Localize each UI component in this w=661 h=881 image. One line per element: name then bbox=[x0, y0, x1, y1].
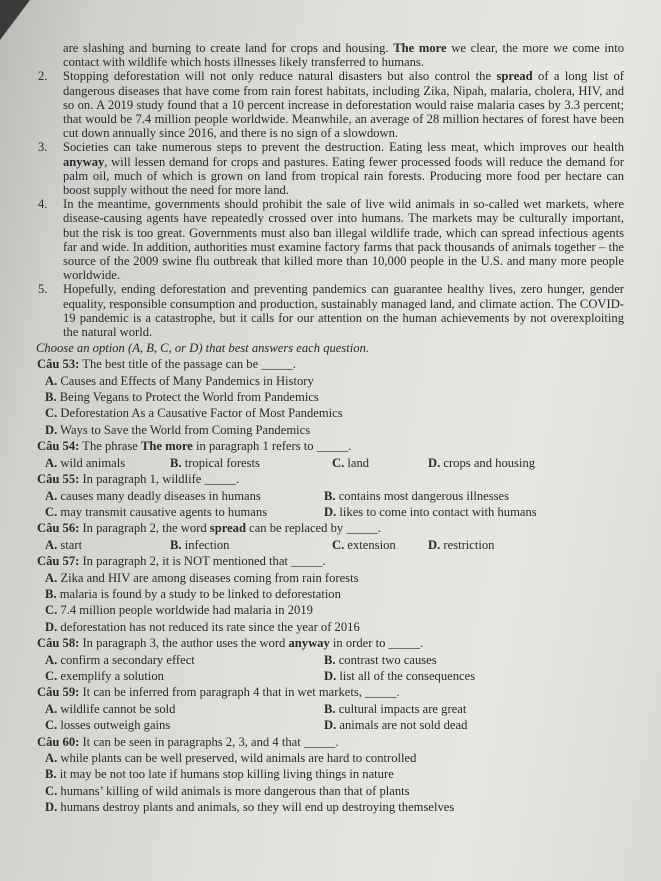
question-text: In paragraph 2, it is NOT mentioned that _____. bbox=[79, 554, 326, 569]
page-corner-shadow bbox=[0, 0, 30, 40]
paragraph-text-cont: we clear, the more we come into contact with wildlife which hosts illnesses likely transferred to humans. bbox=[63, 41, 625, 70]
answer-option-A[interactable]: A. wild animals bbox=[45, 455, 126, 470]
question-54 bbox=[34, 438, 624, 471]
option-letter: C. bbox=[45, 603, 58, 618]
option-letter: B. bbox=[324, 488, 336, 503]
question-55 bbox=[34, 471, 624, 520]
option-row bbox=[34, 422, 624, 438]
answer-option-A[interactable]: A. while plants can be well preserved, wild animals are hard to controlled bbox=[45, 751, 417, 766]
answer-option-B[interactable]: B. infection bbox=[170, 537, 230, 552]
option-letter: D. bbox=[45, 422, 58, 437]
paragraph-text: are slashing and burning to create land for crops and housing. bbox=[63, 41, 394, 55]
option-letter: A. bbox=[45, 570, 58, 585]
instruction: Choose an option (A, B, C, or D) that best answers each question. bbox=[36, 341, 370, 356]
question-text-cont: can be replaced by _____. bbox=[245, 521, 381, 536]
answer-option-C[interactable]: C. losses outweigh gains bbox=[45, 718, 171, 733]
option-row bbox=[34, 701, 624, 717]
answer-option-A[interactable]: A. start bbox=[45, 537, 83, 552]
option-letter: B. bbox=[170, 455, 182, 470]
option-letter: A. bbox=[45, 488, 58, 503]
question-stem bbox=[34, 356, 624, 372]
passage-paragraph bbox=[34, 197, 624, 282]
paragraph-bold-term: The more bbox=[393, 41, 447, 55]
answer-option-A[interactable]: A. Zika and HIV are among diseases coming from rain forests bbox=[45, 570, 359, 585]
answer-option-D[interactable]: D. animals are not sold dead bbox=[324, 718, 468, 733]
answer-option-D[interactable]: D. Ways to Save the World from Coming Pandemics bbox=[45, 422, 311, 437]
option-letter: B. bbox=[324, 652, 336, 667]
question-56 bbox=[34, 520, 624, 553]
reading-passage bbox=[34, 41, 624, 339]
paragraph-text: In the meantime, governments should prohibit the sale of live wild animals in so-called wet markets, where disease-causing agents have repeatedly crossed over into humans. The markets may be culturally important, but the risk is too great. Governments must also ban illegal wildlife trade, which can spread infectious agents far and wide. In addition, authorities must examine factory farms that pack thousands of animals together – the source of the 2009 swine flu outbreak that killed more than 10,000 people in the U.S. and many more people worldwide. bbox=[63, 197, 624, 283]
answer-option-D[interactable]: D. list all of the consequences bbox=[324, 668, 476, 683]
question-label: Câu 56: bbox=[37, 521, 80, 536]
question-list bbox=[34, 356, 624, 815]
answer-option-B[interactable]: B. contrast two causes bbox=[324, 652, 437, 667]
answer-option-A[interactable]: A. causes many deadly diseases in humans bbox=[45, 488, 261, 503]
document-page bbox=[34, 41, 624, 816]
question-text-cont: in order to _____. bbox=[329, 636, 424, 651]
question-stem bbox=[34, 684, 624, 700]
option-row bbox=[34, 766, 624, 782]
passage-paragraph bbox=[34, 282, 624, 339]
paragraph-bold-term: spread bbox=[496, 69, 533, 84]
paragraph-text: Hopefully, ending deforestation and preventing pandemics can guarantee healthy lives, zero hunger, gender equality, responsible consumption and production, sustainably managed land, and climate action. The COVID-19 pandemic is a catastrophe, but it calls for our attention on the human achievements by not overexploiting the natural world. bbox=[63, 282, 624, 340]
option-letter: D. bbox=[324, 668, 337, 683]
question-bold-term: The more bbox=[141, 439, 193, 454]
option-letter: A. bbox=[45, 701, 58, 716]
option-letter: C. bbox=[332, 537, 345, 552]
question-label: Câu 60: bbox=[37, 734, 80, 749]
question-label: Câu 59: bbox=[37, 685, 80, 700]
paragraph-text-cont: of a long list of dangerous diseases that have come from rain forest habitats, including Zika, Nipah, malaria, cholera, HIV, and so on. A 2019 study found that a 10 percent increase in deforestation would raise malaria cases by 3.3 percent; that would be 7.4 million people worldwide. Meanwhile, an average of 28 million hectares of forest have been cut down annually since 2016, and there is no sign of a slowdown. bbox=[63, 69, 624, 141]
answer-option-C[interactable]: C. 7.4 million people worldwide had malaria in 2019 bbox=[45, 603, 313, 618]
option-letter: B. bbox=[324, 701, 336, 716]
answer-option-C[interactable]: C. exemplify a solution bbox=[45, 668, 164, 683]
question-text: The best title of the passage can be _____. bbox=[79, 357, 296, 372]
question-57 bbox=[34, 553, 624, 635]
answer-option-B[interactable]: B. Being Vegans to Protect the World from Pandemics bbox=[45, 390, 319, 405]
option-row bbox=[34, 570, 624, 586]
option-row bbox=[34, 668, 624, 684]
option-letter: B. bbox=[45, 767, 57, 782]
question-text: It can be seen in paragraphs 2, 3, and 4 that _____. bbox=[79, 734, 339, 749]
passage-paragraph bbox=[34, 69, 624, 140]
option-letter: D. bbox=[428, 455, 441, 470]
answer-option-B[interactable]: B. it may be not too late if humans stop killing living things in nature bbox=[45, 767, 394, 782]
question-label: Câu 53: bbox=[37, 357, 80, 372]
paragraph-number: 3. bbox=[38, 140, 48, 155]
question-bold-term: anyway bbox=[288, 636, 330, 651]
option-letter: A. bbox=[45, 373, 58, 388]
option-letter: B. bbox=[45, 586, 57, 601]
question-text: In paragraph 3, the author uses the word bbox=[79, 636, 289, 651]
paragraph-text-cont: , will lessen demand for crops and pastures. Eating fewer processed foods will reduce the demand for palm oil, much of which is grown on land from tropical rain forests. Producing more food per hectare can boost supply without the need for more land. bbox=[63, 154, 624, 198]
option-letter: A. bbox=[45, 537, 58, 552]
option-letter: C. bbox=[45, 406, 58, 421]
option-row bbox=[34, 717, 624, 733]
option-row bbox=[34, 488, 624, 504]
answer-option-C[interactable]: C. extension bbox=[332, 537, 396, 552]
question-stem bbox=[34, 520, 624, 536]
answer-option-D[interactable]: D. restriction bbox=[428, 537, 495, 552]
answer-option-B[interactable]: B. contains most dangerous illnesses bbox=[324, 488, 510, 503]
option-letter: A. bbox=[45, 652, 58, 667]
option-row bbox=[34, 783, 624, 799]
option-row bbox=[34, 602, 624, 618]
answer-option-B[interactable]: B. cultural impacts are great bbox=[324, 701, 467, 716]
answer-option-A[interactable]: A. Causes and Effects of Many Pandemics in History bbox=[45, 373, 314, 388]
question-stem bbox=[34, 734, 624, 750]
paragraph-number: 5. bbox=[38, 282, 48, 297]
option-row bbox=[34, 405, 624, 421]
option-letter: D. bbox=[324, 718, 337, 733]
question-text: In paragraph 1, wildlife _____. bbox=[79, 472, 240, 487]
question-label: Câu 58: bbox=[37, 636, 80, 651]
option-row bbox=[34, 586, 624, 602]
question-53 bbox=[34, 356, 624, 438]
option-letter: C. bbox=[45, 668, 58, 683]
option-row bbox=[34, 455, 624, 471]
answer-option-C[interactable]: C. land bbox=[332, 455, 370, 470]
paragraph-number: 2. bbox=[38, 69, 48, 84]
option-row bbox=[34, 750, 624, 766]
question-60 bbox=[34, 734, 624, 816]
question-stem bbox=[34, 471, 624, 487]
answer-option-D[interactable]: D. crops and housing bbox=[428, 455, 536, 470]
question-58 bbox=[34, 635, 624, 684]
option-letter: C. bbox=[45, 718, 58, 733]
option-row bbox=[34, 537, 624, 553]
answer-option-B[interactable]: B. malaria is found by a study to be linked to deforestation bbox=[45, 586, 341, 601]
question-stem bbox=[34, 438, 624, 454]
option-letter: D. bbox=[428, 537, 441, 552]
option-letter: A. bbox=[45, 455, 58, 470]
answer-option-B[interactable]: B. tropical forests bbox=[170, 455, 260, 470]
option-letter: D. bbox=[45, 800, 58, 815]
option-letter: B. bbox=[45, 390, 57, 405]
paragraph-text: Stopping deforestation will not only reduce natural disasters but also control the bbox=[63, 69, 497, 84]
option-row bbox=[34, 652, 624, 668]
option-row bbox=[34, 619, 624, 635]
answer-option-D[interactable]: D. humans destroy plants and animals, so they will end up destroying themselves bbox=[45, 800, 455, 815]
option-row bbox=[34, 389, 624, 405]
question-stem bbox=[34, 635, 624, 651]
option-letter: D. bbox=[324, 504, 337, 519]
question-label: Câu 54: bbox=[37, 439, 80, 454]
question-59 bbox=[34, 684, 624, 733]
answer-option-A[interactable]: A. wildlife cannot be sold bbox=[45, 701, 176, 716]
passage-paragraph bbox=[34, 140, 624, 197]
answer-option-C[interactable]: C. Deforestation As a Causative Factor of Most Pandemics bbox=[45, 406, 343, 421]
option-letter: C. bbox=[45, 783, 58, 798]
question-label: Câu 55: bbox=[37, 472, 80, 487]
passage-paragraph bbox=[34, 41, 624, 69]
question-bold-term: spread bbox=[209, 521, 246, 536]
option-letter: C. bbox=[45, 504, 58, 519]
option-row bbox=[34, 504, 624, 520]
question-text: In paragraph 2, the word bbox=[79, 521, 210, 536]
question-text-cont: in paragraph 1 refers to _____. bbox=[192, 439, 352, 454]
option-letter: A. bbox=[45, 751, 58, 766]
option-row bbox=[34, 373, 624, 389]
question-stem bbox=[34, 553, 624, 569]
question-text: The phrase bbox=[79, 439, 142, 454]
option-letter: C. bbox=[332, 455, 345, 470]
paragraph-bold-term: anyway bbox=[63, 154, 105, 169]
option-letter: B. bbox=[170, 537, 182, 552]
option-letter: D. bbox=[45, 619, 58, 634]
answer-option-D[interactable]: D. deforestation has not reduced its rate since the year of 2016 bbox=[45, 619, 360, 634]
question-label: Câu 57: bbox=[37, 554, 80, 569]
question-text: It can be inferred from paragraph 4 that in wet markets, _____. bbox=[79, 685, 400, 700]
answer-option-D[interactable]: D. likes to come into contact with humans bbox=[324, 504, 537, 519]
paragraph-text: Societies can take numerous steps to prevent the destruction. Eating less meat, which improves our health bbox=[63, 140, 624, 155]
option-row bbox=[34, 799, 624, 815]
answer-option-C[interactable]: C. humans’ killing of wild animals is more dangerous than that of plants bbox=[45, 783, 410, 798]
answer-option-C[interactable]: C. may transmit causative agents to humans bbox=[45, 504, 268, 519]
answer-option-A[interactable]: A. confirm a secondary effect bbox=[45, 652, 195, 667]
paragraph-number: 4. bbox=[38, 197, 48, 212]
